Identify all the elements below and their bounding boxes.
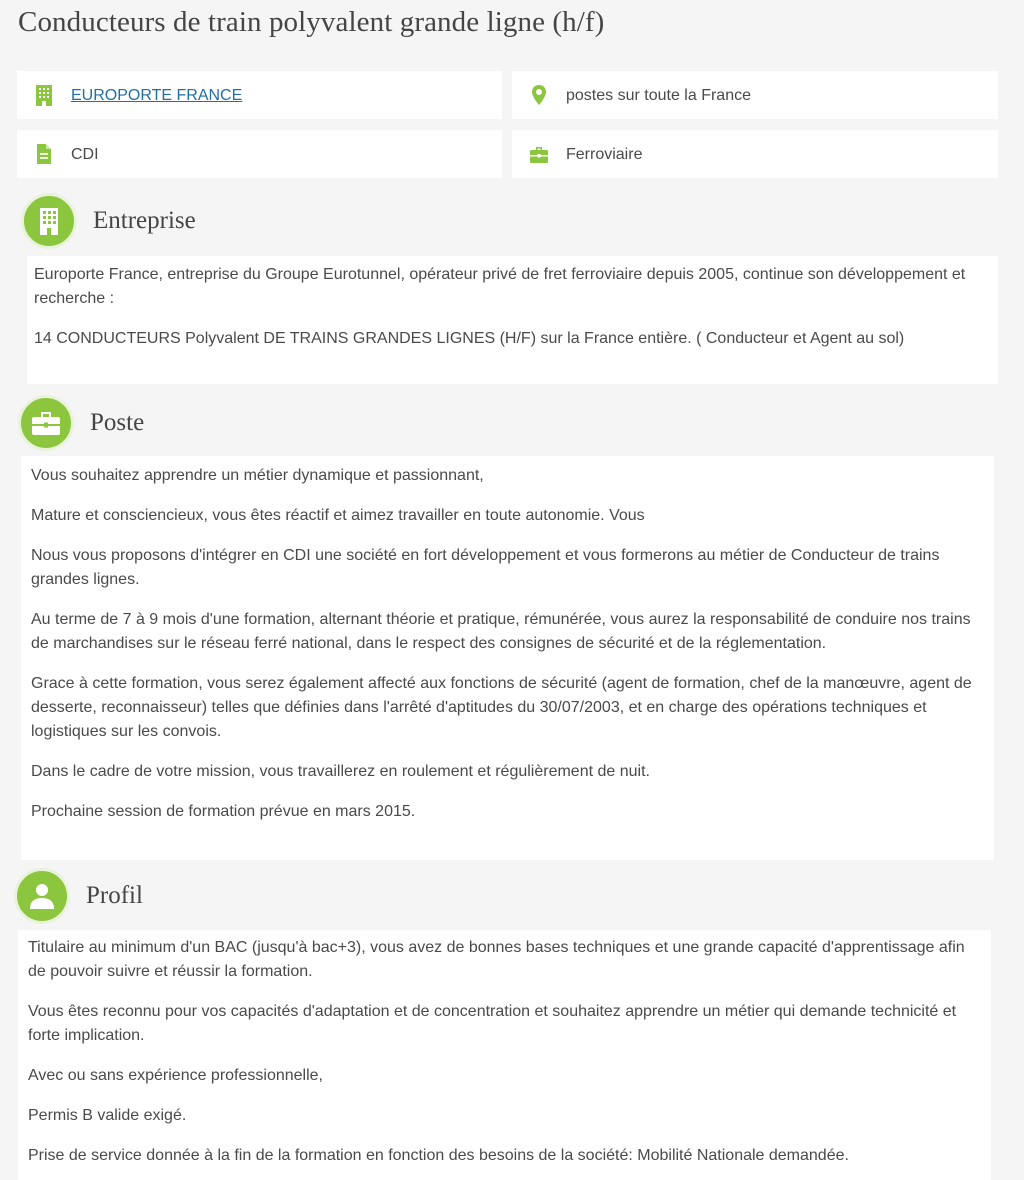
poste-paragraph: Nous vous proposons d'intégrer en CDI une société en fort développement et vous formerons au métier de Conducteur de trains grandes lignes. [31, 547, 940, 588]
profil-title: Profil [86, 882, 143, 909]
location-card [512, 71, 998, 119]
profil-body [18, 930, 991, 1180]
profil-paragraph: Avec ou sans expérience professionnelle, [28, 1067, 323, 1084]
poste-paragraph: Mature et consciencieux, vous êtes réactif et aimez travailler en toute autonomie. Vous [31, 507, 645, 524]
poste-header [18, 395, 144, 451]
entreprise-title: Entreprise [93, 207, 196, 234]
building-icon [33, 84, 55, 106]
contract-card [17, 130, 502, 178]
profil-paragraph: Vous êtes reconnu pour vos capacités d'adaptation et de concentration et souhaitez apprendre un métier qui demande technicité et forte implication. [28, 1003, 957, 1044]
briefcase-icon [31, 410, 61, 436]
briefcase-icon [528, 143, 550, 165]
poste-body [21, 456, 994, 860]
poste-paragraph: Grace à cette formation, vous serez également affecté aux fonctions de sécurité (agent de formation, chef de la manœuvre, agent de desserte, reconnaisseur) telles que définies dans l'arrêté d'aptitudes du 30/07/2003, et en charge des opérations techniques et logistiques sur les convois. [31, 675, 972, 740]
entreprise-badge [21, 193, 77, 249]
entreprise-header [21, 193, 196, 249]
poste-paragraph: Prochaine session de formation prévue en mars 2015. [31, 803, 416, 820]
profil-paragraph: Prise de service donnée à la fin de la formation en fonction des besoins de la société: Mobilité Nationale demandée. [28, 1147, 849, 1164]
entreprise-paragraph: Europorte France, entreprise du Groupe Eurotunnel, opérateur privé de fret ferroviaire depuis 2005, continue son développement et recherche : [34, 266, 966, 307]
map-pin-icon [528, 84, 550, 106]
entreprise-body [27, 256, 998, 384]
profil-paragraph: Titulaire au minimum d'un BAC (jusqu'à bac+3), vous avez de bonnes bases techniques et une grande capacité d'apprentissage afin de pouvoir suivre et réussir la formation. [28, 939, 965, 980]
poste-paragraph: Vous souhaitez apprendre un métier dynamique et passionnant, [31, 467, 484, 484]
page-title: Conducteurs de train polyvalent grande ligne (h/f) [18, 6, 605, 38]
poste-title: Poste [90, 409, 145, 436]
poste-paragraph: Au terme de 7 à 9 mois d'une formation, alternant théorie et pratique, rémunérée, vous aurez la responsabilité de conduire nos trains de marchandises sur le réseau ferré national, dans le respect des consignes de sécurité et de la réglementation. [31, 611, 971, 652]
sector-card [512, 130, 998, 178]
location-text: postes sur toute la France [566, 87, 751, 104]
profil-header [14, 868, 143, 924]
company-card [17, 71, 502, 119]
poste-paragraph: Dans le cadre de votre mission, vous travaillerez en roulement et régulièrement de nuit. [31, 763, 650, 780]
entreprise-paragraph: 14 CONDUCTEURS Polyvalent DE TRAINS GRANDES LIGNES (H/F) sur la France entière. ( Conducteur et Agent au sol) [34, 330, 905, 347]
profil-badge [14, 868, 70, 924]
sector-text: Ferroviaire [566, 146, 643, 163]
company-link[interactable]: EUROPORTE FRANCE [71, 87, 243, 104]
profil-paragraph: Permis B valide exigé. [28, 1107, 187, 1124]
building-icon [37, 207, 61, 235]
contract-text: CDI [71, 146, 99, 163]
user-icon [28, 882, 56, 910]
poste-badge [18, 395, 74, 451]
document-icon [33, 143, 55, 165]
